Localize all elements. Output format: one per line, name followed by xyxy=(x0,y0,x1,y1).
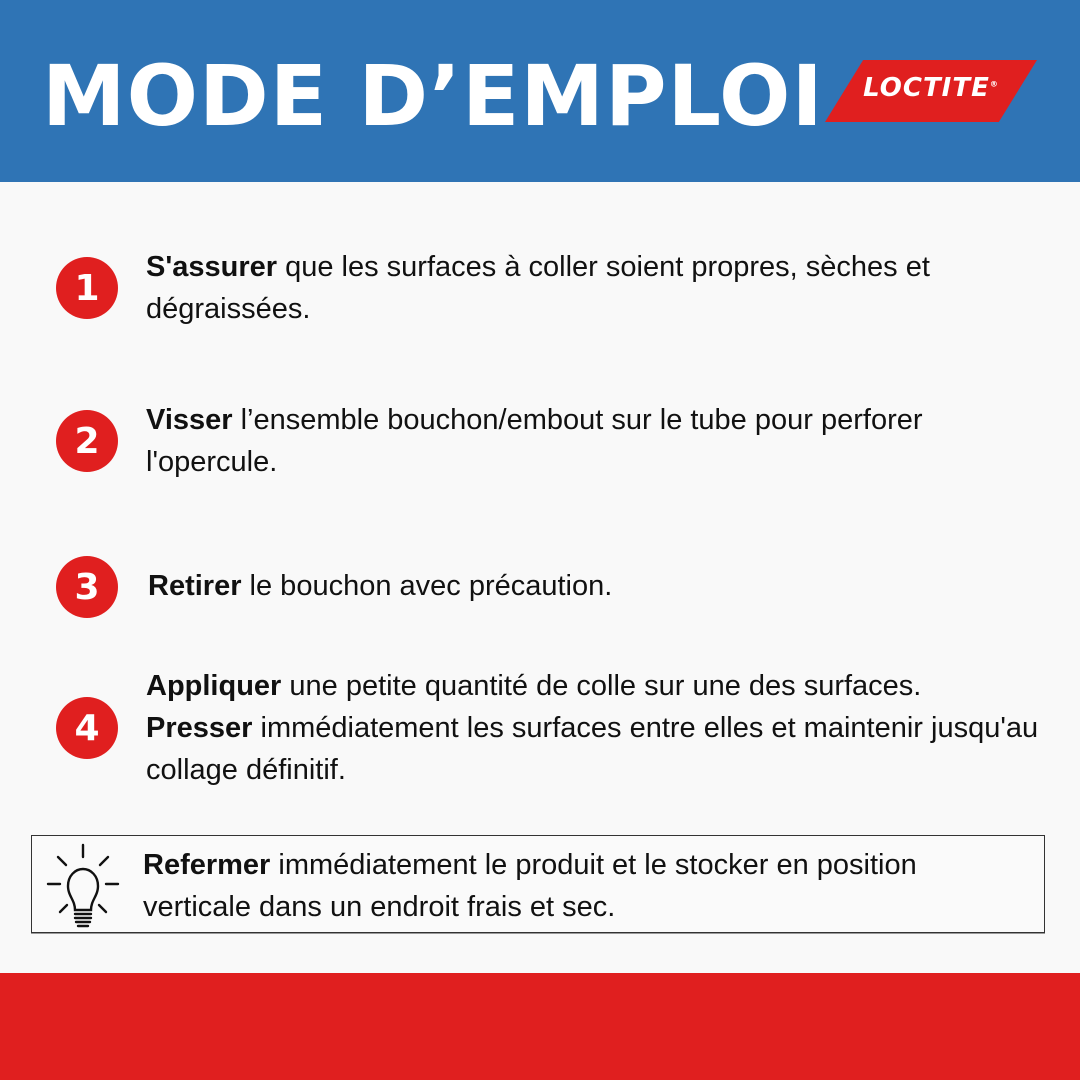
step-text xyxy=(148,565,1048,607)
logo-wordmark: LOCTITE xyxy=(863,73,990,103)
tip-description: immédiatement le produit et le stocker en position verticale dans un endroit frais et sec. xyxy=(143,849,917,923)
step-verb: Appliquer xyxy=(146,670,282,702)
step-number-badge: 4 xyxy=(56,697,118,759)
step-verb-2: Presser xyxy=(146,712,253,744)
step-number-badge: 2 xyxy=(56,410,118,472)
loctite-logo xyxy=(825,60,1037,122)
header-banner xyxy=(0,0,1080,182)
step-verb: Visser xyxy=(146,404,233,436)
step-description: une petite quantité de colle sur une des surfaces. xyxy=(281,670,922,702)
step-description: que les surfaces à coller soient propres, sèches et dégraissées. xyxy=(146,251,930,325)
logo-text xyxy=(825,73,1037,103)
step-description: le bouchon avec précaution. xyxy=(241,570,613,602)
step-description: l’ensemble bouchon/embout sur le tube pour perforer l'opercule. xyxy=(146,404,923,478)
registered-mark: ® xyxy=(989,79,999,89)
step-verb: Retirer xyxy=(148,570,242,602)
footer-banner xyxy=(0,973,1080,1080)
page-title: MODE D’EMPLOI xyxy=(42,47,824,145)
step-description-2: immédiatement les surfaces entre elles et maintenir jusqu'au collage définitif. xyxy=(146,712,1039,786)
step-verb: S'assurer xyxy=(146,251,278,283)
tip-verb: Refermer xyxy=(143,849,271,881)
tip-box xyxy=(31,835,1045,933)
step-text xyxy=(146,399,946,483)
step-number-badge: 1 xyxy=(56,257,118,319)
tip-text xyxy=(143,844,1023,928)
step-text xyxy=(146,665,1056,791)
lightbulb-icon xyxy=(40,842,126,930)
step-number-badge: 3 xyxy=(56,556,118,618)
step-text xyxy=(146,246,1046,330)
